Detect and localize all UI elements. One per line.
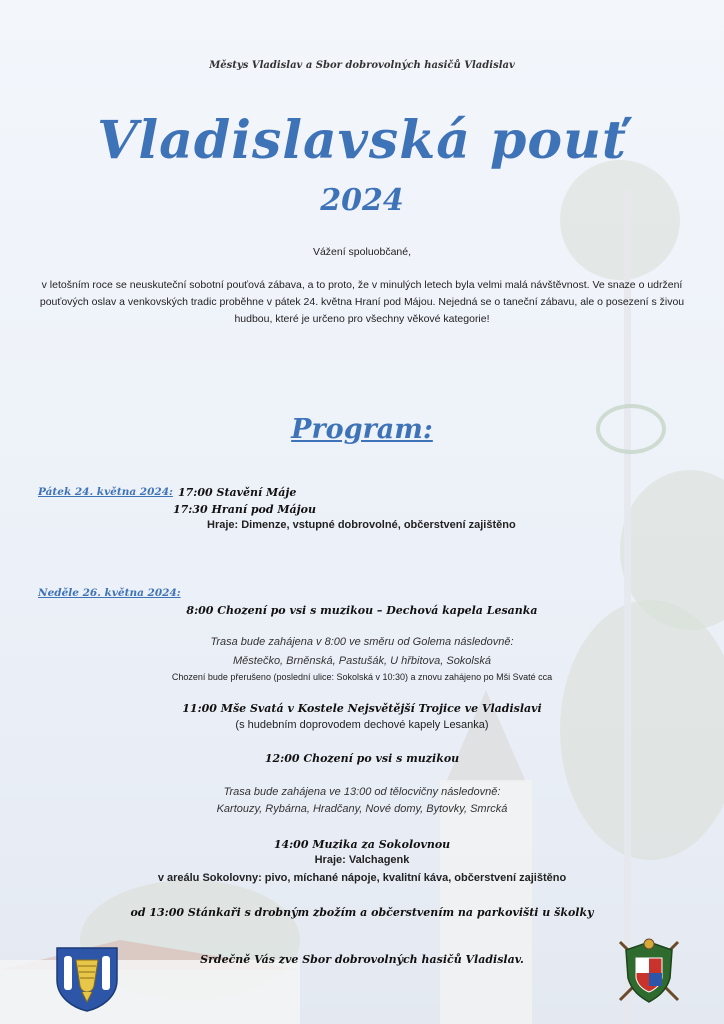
sunday-label: Neděle 26. května 2024:	[38, 587, 181, 599]
closing-invitation: Srdečně Vás zve Sbor dobrovolných hasičů Vladislav.	[200, 953, 524, 966]
sunday-event-1-break: Chození bude přerušeno (poslední ulice: Sokolská v 10:30) a znovu zahájeno po Mši Svaté cca	[171, 672, 553, 682]
sunday-event-4-band: Hraje: Valchagenk	[314, 854, 410, 866]
sunday-event-1-title: 8:00 Chození po vsi s muzikou – Dechová kapela Lesanka	[186, 604, 538, 617]
sunday-event-3-streets: Kartouzy, Rybárna, Hradčany, Nové domy, Bytovky, Smrcká	[216, 803, 508, 815]
sunday-event-1-streets: Městečko, Brněnská, Pastušák, U hřbitova, Sokolská	[232, 655, 491, 667]
friday-event-2: 17:30 Hraní pod Májou	[173, 503, 316, 516]
sunday-event-4-note: v areálu Sokolovny: pivo, míchané nápoje, kvalitní káva, občerstvení zajištěno	[157, 872, 567, 884]
sunday-event-2-title: 11:00 Mše Svatá v Kostele Nejsvětější Trojice ve Vladislavi	[182, 702, 542, 715]
greeting: Vážení spoluobčané,	[312, 246, 412, 258]
friday-note: Hraje: Dimenze, vstupné dobrovolné, občerstvení zajištěno	[207, 519, 516, 531]
year: 2024	[320, 183, 404, 218]
sunday-event-5-title: od 13:00 Stánkaři s drobným zbožím a občerstvením na parkovišti u školky	[130, 906, 594, 919]
firefighters-emblem-icon	[612, 934, 686, 1008]
friday-event-1: 17:00 Stavění Máje	[178, 486, 297, 499]
sunday-event-2-note: (s hudebním doprovodem dechové kapely Lesanka)	[235, 719, 489, 731]
friday-label: Pátek 24. května 2024:	[38, 486, 173, 498]
organizers: Městys Vladislav a Sbor dobrovolných hasičů Vladislav	[209, 60, 515, 71]
intro-text: v letošním roce se neuskuteční sobotní pouťová zábava, a to proto, že v minulých letech byla velmi malá návštěvnost. Ve snaze o udržení pouťových oslav a venkovských tradic proběhne v pátek 24. května Hraní pod Májou. Nejedná se o taneční zábavu, ale o posezení s živou hudbou, které je určeno pro všechny věkové kategorie!	[39, 279, 685, 325]
vladislav-coat-of-arms-icon	[54, 946, 120, 1012]
sunday-event-3-route: Trasa bude zahájena ve 13:00 od tělocvičny následovně:	[223, 786, 501, 798]
sunday-event-4-title: 14:00 Muzika za Sokolovnou	[273, 838, 451, 851]
sunday-event-1-route: Trasa bude zahájena v 8:00 ve směru od Golema následovně:	[210, 636, 514, 648]
page-title: Vladislavská pouť	[97, 110, 627, 171]
program-heading: Program:	[291, 414, 433, 445]
sunday-event-3-title: 12:00 Chození po vsi s muzikou	[264, 752, 460, 765]
